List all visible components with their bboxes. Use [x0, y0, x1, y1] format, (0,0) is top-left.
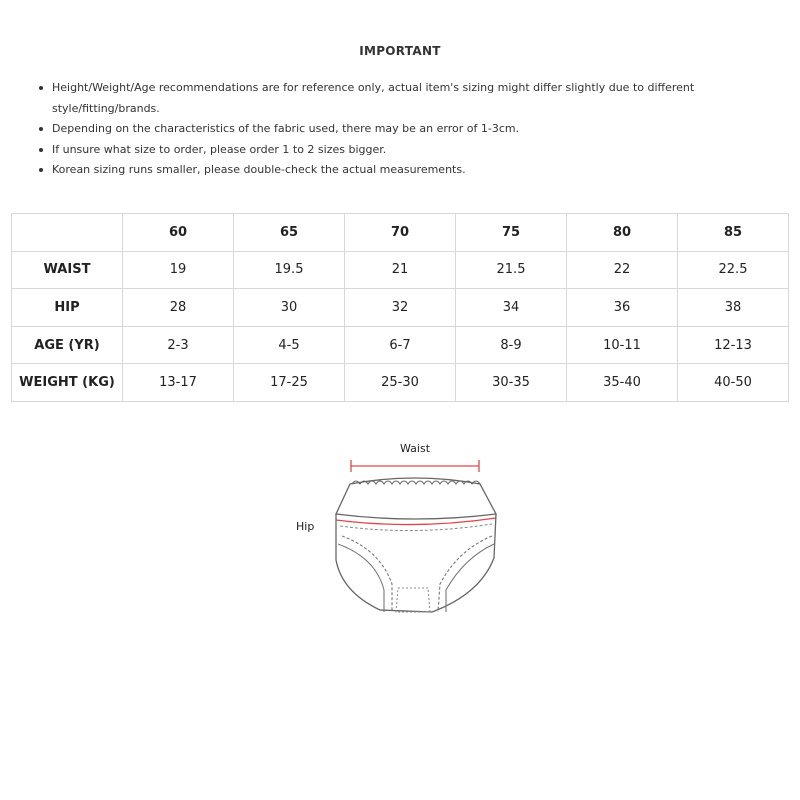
- hip-label: Hip: [296, 520, 315, 533]
- table-cell: 40-50: [678, 364, 789, 402]
- table-cell: 36: [567, 289, 678, 327]
- table-cell: 21: [345, 251, 456, 289]
- garment-diagram: [280, 432, 520, 622]
- header-corner-cell: [12, 214, 123, 252]
- row-label: WAIST: [12, 251, 123, 289]
- waist-measure-line: [351, 460, 479, 472]
- size-header-cell: 75: [456, 214, 567, 252]
- note-item: If unsure what size to order, please order 1 to 2 sizes bigger.: [38, 140, 758, 161]
- size-header-cell: 70: [345, 214, 456, 252]
- table-cell: 19.5: [234, 251, 345, 289]
- table-cell: 34: [456, 289, 567, 327]
- table-cell: 30-35: [456, 364, 567, 402]
- gusset: [396, 588, 430, 612]
- table-cell: 19: [123, 251, 234, 289]
- size-chart-table: [11, 213, 789, 402]
- left-leg-opening-inner: [338, 544, 384, 612]
- table-cell: 6-7: [345, 326, 456, 364]
- table-cell: 25-30: [345, 364, 456, 402]
- table-cell: 12-13: [678, 326, 789, 364]
- table-cell: 4-5: [234, 326, 345, 364]
- notes-list: [38, 78, 758, 181]
- waist-label: Waist: [400, 442, 431, 455]
- page-title: IMPORTANT: [359, 44, 441, 58]
- size-header-cell: 65: [234, 214, 345, 252]
- size-header-cell: 85: [678, 214, 789, 252]
- table-cell: 32: [345, 289, 456, 327]
- note-item: Depending on the characteristics of the fabric used, there may be an error of 1-3cm.: [38, 119, 758, 140]
- row-label: WEIGHT (KG): [12, 364, 123, 402]
- size-header-cell: 60: [123, 214, 234, 252]
- table-cell: 8-9: [456, 326, 567, 364]
- table-cell: 21.5: [456, 251, 567, 289]
- table-cell: 30: [234, 289, 345, 327]
- ruffle-edge: [352, 481, 480, 484]
- table-header-row: [12, 214, 789, 252]
- table-cell: 2-3: [123, 326, 234, 364]
- table-cell: 35-40: [567, 364, 678, 402]
- table-cell: 22.5: [678, 251, 789, 289]
- table-row-waist: [12, 251, 789, 289]
- row-label: HIP: [12, 289, 123, 327]
- size-header-cell: 80: [567, 214, 678, 252]
- table-cell: 28: [123, 289, 234, 327]
- table-row-hip: [12, 289, 789, 327]
- table-cell: 13-17: [123, 364, 234, 402]
- briefs-illustration: [280, 432, 520, 622]
- table-row-age: [12, 326, 789, 364]
- table-cell: 38: [678, 289, 789, 327]
- table-cell: 22: [567, 251, 678, 289]
- table-cell: 10-11: [567, 326, 678, 364]
- row-label: AGE (YR): [12, 326, 123, 364]
- table-row-weight: [12, 364, 789, 402]
- table-cell: 17-25: [234, 364, 345, 402]
- note-item: Height/Weight/Age recommendations are for reference only, actual item's sizing might differ slightly due to different style/fitting/brands.: [38, 78, 758, 119]
- note-item: Korean sizing runs smaller, please double-check the actual measurements.: [38, 160, 758, 181]
